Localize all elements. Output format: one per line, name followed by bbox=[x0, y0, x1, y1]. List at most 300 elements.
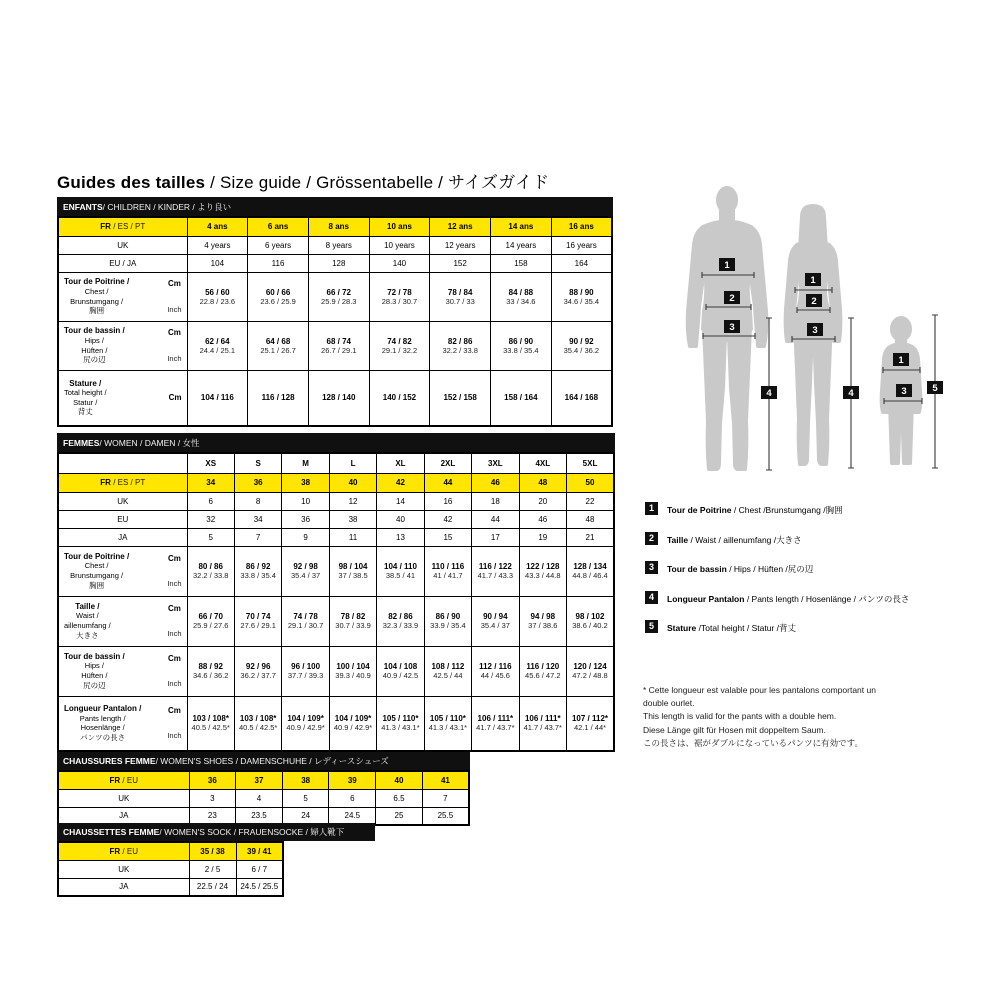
value-cm: 104 / 116 bbox=[200, 393, 234, 403]
value-inch: 37 / 38.6 bbox=[528, 621, 558, 630]
value-inch: 38.5 / 41 bbox=[385, 571, 416, 580]
table-row bbox=[58, 321, 612, 370]
row-label-bold: FR bbox=[100, 222, 111, 232]
value-cm: 116 / 128 bbox=[261, 393, 295, 403]
size-cell: 23.5 bbox=[236, 807, 283, 825]
size-cell: 11 bbox=[329, 528, 376, 546]
size-cell: 6.5 bbox=[376, 789, 423, 807]
measurement-label-line: 大きさ bbox=[76, 630, 99, 640]
value-cm: 128 / 140 bbox=[322, 393, 356, 403]
value-cm: 96 / 100 bbox=[291, 662, 321, 671]
marker-stature-child: 5 bbox=[932, 383, 938, 394]
value-inch: 37 / 38.5 bbox=[338, 571, 368, 580]
marker-hips-child: 3 bbox=[901, 386, 907, 397]
size-cell: 10 ans bbox=[369, 217, 430, 236]
size-column-header: L bbox=[329, 453, 376, 473]
measurement-label-line: Longueur Pantalon / bbox=[64, 704, 142, 714]
value-cm: 86 / 90 bbox=[435, 612, 461, 621]
measurement-cell bbox=[567, 546, 615, 596]
measurement-label bbox=[58, 370, 187, 426]
size-cell: 2 / 5 bbox=[189, 860, 236, 878]
size-cell: 6 / 7 bbox=[236, 860, 283, 878]
measurement-cell bbox=[424, 696, 471, 751]
value-cm: 90 / 92 bbox=[569, 336, 594, 346]
legend-label-rest: / Hips / Hüften /尻の辺 bbox=[726, 564, 814, 574]
value-inch: 42.5 / 44 bbox=[433, 671, 463, 680]
value-cm: 104 / 108 bbox=[383, 662, 418, 671]
table-row bbox=[58, 272, 612, 321]
unit-inch-label: Inch bbox=[167, 579, 182, 589]
value-inch: 35.4 / 37 bbox=[480, 621, 510, 630]
measurement-cell bbox=[377, 696, 424, 751]
value-inch: 30.7 / 33 bbox=[445, 296, 475, 306]
measurement-label-line: 尻の辺 bbox=[83, 680, 106, 690]
measurement-cell bbox=[234, 646, 281, 696]
value-cm: 92 / 98 bbox=[293, 562, 318, 571]
size-cell: 48 bbox=[567, 510, 615, 528]
size-cell: 24.5 bbox=[329, 807, 376, 825]
measurement-cell bbox=[308, 370, 369, 426]
measurement-label-line: Pants length / bbox=[79, 713, 126, 723]
value-inch: 42.1 / 44* bbox=[573, 723, 607, 733]
size-cell: 39 / 41 bbox=[236, 842, 283, 860]
size-cell: 16 years bbox=[551, 236, 612, 254]
size-cell: 15 bbox=[424, 528, 471, 546]
row-label bbox=[58, 473, 187, 492]
legend-label-fr: Tour de bassin bbox=[667, 564, 727, 574]
measurement-cell bbox=[308, 272, 369, 321]
value-inch: 29.1 / 30.7 bbox=[287, 621, 324, 630]
value-cm: 104 / 110 bbox=[384, 562, 417, 571]
unit-cm-label: Cm bbox=[167, 653, 181, 663]
value-cm: 70 / 74 bbox=[245, 612, 271, 621]
value-inch: 33.8 / 35.4 bbox=[240, 571, 276, 580]
measurement-cell bbox=[248, 370, 309, 426]
value-cm: 60 / 66 bbox=[265, 287, 291, 297]
table-header-bold: CHAUSSURES FEMME bbox=[63, 756, 156, 766]
size-cell: 44 bbox=[424, 473, 471, 492]
size-cell: 3 bbox=[189, 789, 236, 807]
measurement-label-line: 尻の辺 bbox=[83, 355, 106, 365]
marker-pants-length-woman: 4 bbox=[848, 388, 854, 399]
value-inch: 28.3 / 30.7 bbox=[381, 296, 418, 306]
value-inch: 41.3 / 43.1* bbox=[381, 723, 420, 733]
unit-cm-label: Cm bbox=[167, 553, 181, 563]
row-label bbox=[58, 217, 187, 236]
measurement-label-line: パンツの長さ bbox=[80, 732, 126, 742]
marker-chest-child: 1 bbox=[898, 355, 904, 366]
legend-label-rest: / Chest /Brunstumgang /胸囲 bbox=[731, 505, 843, 515]
unit-cm-label: Cm bbox=[168, 393, 182, 403]
measurement-cell bbox=[567, 596, 615, 646]
value-cm: 164 / 168 bbox=[564, 393, 599, 403]
measurement-cell bbox=[329, 546, 376, 596]
legend-label-fr: Stature bbox=[667, 623, 697, 633]
size-cell: 152 bbox=[430, 254, 491, 272]
size-cell: 158 bbox=[491, 254, 552, 272]
table-row bbox=[58, 546, 614, 596]
size-cell: 23 bbox=[189, 807, 236, 825]
measurement-label-line: 背丈 bbox=[77, 407, 93, 417]
size-cell: 16 ans bbox=[551, 217, 612, 236]
value-cm: 82 / 86 bbox=[388, 612, 413, 621]
value-inch: 44.8 / 46.4 bbox=[572, 571, 608, 580]
value-inch: 45.6 / 47.2 bbox=[525, 671, 561, 680]
value-inch: 32.2 / 33.8 bbox=[192, 571, 229, 580]
row-label bbox=[58, 771, 189, 789]
size-cell: 48 bbox=[519, 473, 566, 492]
size-cell: 44 bbox=[472, 510, 519, 528]
unit-inch-label: Inch bbox=[167, 679, 182, 689]
measurement-label-line: Tour de bassin / bbox=[64, 651, 125, 661]
value-cm: 122 / 128 bbox=[526, 562, 560, 571]
size-cell: 4 ans bbox=[187, 217, 248, 236]
size-cell: 4 years bbox=[187, 236, 248, 254]
value-inch: 22.8 / 23.6 bbox=[199, 296, 236, 306]
measurement-cell bbox=[282, 646, 329, 696]
measurement-cell bbox=[187, 546, 234, 596]
legend-label-rest: / Waist / aillenumfang /大きさ bbox=[688, 534, 802, 545]
size-column-header: 2XL bbox=[424, 453, 471, 473]
row-label: JA bbox=[58, 807, 189, 825]
measurement-cell bbox=[234, 596, 281, 646]
measurement-cell bbox=[377, 646, 424, 696]
measurement-cell bbox=[187, 696, 234, 751]
legend-badge-2: 2 bbox=[645, 532, 658, 545]
legend-item-hips bbox=[645, 561, 980, 575]
size-cell: 7 bbox=[422, 789, 469, 807]
size-cell: 42 bbox=[377, 473, 424, 492]
measurement-cell bbox=[234, 546, 281, 596]
size-cell: 12 bbox=[329, 492, 376, 510]
measurement-cell bbox=[519, 696, 566, 751]
measurement-cell bbox=[282, 596, 329, 646]
value-cm: 56 / 60 bbox=[205, 287, 230, 297]
table-header-rest: / WOMEN'S SHOES / DAMENSCHUHE / レディースシューズ bbox=[155, 756, 389, 766]
size-cell: 140 bbox=[369, 254, 430, 272]
title-rest: / Size guide / Grössentabelle / サイズガイド bbox=[205, 173, 550, 192]
size-cell: 40 bbox=[377, 510, 424, 528]
marker-waist-man: 2 bbox=[729, 293, 735, 304]
marker-hips-woman: 3 bbox=[812, 325, 818, 336]
measurement-cell bbox=[567, 696, 615, 751]
value-inch: 33.8 / 35.4 bbox=[503, 345, 539, 355]
unit-inch-label: Inch bbox=[167, 304, 182, 314]
value-cm: 107 / 112* bbox=[571, 714, 609, 724]
measurement-label-line: Tour de Poitrine / bbox=[64, 551, 130, 561]
size-cell: 116 bbox=[248, 254, 309, 272]
value-cm: 105 / 110* bbox=[429, 714, 466, 724]
table-header-rest: / CHILDREN / KINDER / より良い bbox=[102, 201, 232, 212]
row-label-bold: FR bbox=[109, 775, 121, 785]
children-size-table bbox=[57, 197, 613, 427]
table-row bbox=[58, 771, 469, 789]
size-cell: 12 ans bbox=[430, 217, 491, 236]
table-header-bold: FEMMES bbox=[63, 437, 100, 448]
measurement-label-line: Brunstumgang / bbox=[70, 571, 124, 580]
table-header-bar bbox=[57, 823, 375, 841]
size-cell: 36 bbox=[234, 473, 281, 492]
size-cell: 35 / 38 bbox=[189, 842, 236, 860]
measurement-cell bbox=[248, 272, 309, 321]
measurement-cell bbox=[377, 546, 424, 596]
measurement-label-line: Chest / bbox=[84, 286, 109, 296]
size-cell: 9 bbox=[282, 528, 329, 546]
value-inch: 40.9 / 42.9* bbox=[333, 723, 373, 733]
page-title bbox=[57, 168, 549, 193]
size-cell: 50 bbox=[567, 473, 615, 492]
marker-chest-woman: 1 bbox=[810, 275, 816, 286]
value-inch: 41.7 / 43.3 bbox=[477, 571, 514, 580]
size-cell: 14 ans bbox=[491, 217, 552, 236]
measurement-cell bbox=[519, 596, 566, 646]
measurement-cell bbox=[329, 696, 376, 751]
value-cm: 74 / 82 bbox=[387, 336, 412, 346]
footnote-line: この長さは、裾がダブルになっているパンツに有効です。 bbox=[643, 737, 863, 748]
size-column-header: 4XL bbox=[519, 453, 566, 473]
measurement-cell bbox=[519, 546, 566, 596]
value-cm: 106 / 111* bbox=[524, 714, 561, 724]
table-row bbox=[58, 596, 614, 646]
measurement-cell bbox=[187, 321, 248, 370]
table-row bbox=[58, 860, 283, 878]
value-cm: 86 / 90 bbox=[508, 336, 534, 346]
value-inch: 25.9 / 28.3 bbox=[321, 296, 357, 306]
size-cell: 8 years bbox=[308, 236, 369, 254]
value-inch: 40.5 / 42.5* bbox=[191, 723, 230, 733]
value-cm: 74 / 78 bbox=[293, 612, 318, 621]
size-cell: 19 bbox=[519, 528, 566, 546]
value-inch: 36.2 / 37.7 bbox=[240, 671, 276, 680]
size-column-header: XS bbox=[187, 453, 234, 473]
measurement-cell bbox=[282, 546, 329, 596]
row-label: JA bbox=[58, 878, 189, 896]
legend-badge-4: 4 bbox=[645, 591, 658, 604]
value-inch: 38.6 / 40.2 bbox=[572, 621, 608, 630]
value-inch: 24.4 / 25.1 bbox=[199, 345, 236, 355]
body-measurement-figure bbox=[645, 183, 965, 483]
value-inch: 32.2 / 33.8 bbox=[442, 345, 478, 355]
size-cell: 34 bbox=[234, 510, 281, 528]
measurement-legend bbox=[645, 502, 980, 650]
measurement-cell bbox=[234, 696, 281, 751]
size-cell: 21 bbox=[567, 528, 615, 546]
row-label: UK bbox=[58, 492, 187, 510]
size-cell: 8 ans bbox=[308, 217, 369, 236]
value-inch: 41.3 / 43.1* bbox=[428, 723, 468, 733]
value-inch: 25.1 / 26.7 bbox=[260, 345, 296, 355]
women-shoes-table bbox=[57, 752, 470, 826]
size-cell: 5 bbox=[187, 528, 234, 546]
size-cell: 46 bbox=[472, 473, 519, 492]
measurement-label-line: 胸囲 bbox=[89, 306, 105, 316]
table-header-bold: ENFANTS bbox=[63, 201, 103, 212]
size-cell: 22 bbox=[567, 492, 615, 510]
table-header-bar bbox=[57, 752, 470, 770]
row-label-rest: / EU bbox=[120, 775, 138, 785]
value-cm: 112 / 116 bbox=[479, 662, 512, 671]
value-cm: 78 / 84 bbox=[447, 287, 473, 297]
size-cell: 24 bbox=[282, 807, 329, 825]
value-cm: 110 / 116 bbox=[431, 562, 465, 571]
value-cm: 66 / 72 bbox=[326, 287, 351, 297]
size-cell: 16 bbox=[424, 492, 471, 510]
value-inch: 25.9 / 27.6 bbox=[192, 621, 229, 630]
legend-item-stature bbox=[645, 620, 980, 634]
value-cm: 88 / 90 bbox=[569, 287, 594, 297]
size-table bbox=[57, 770, 470, 826]
size-cell: 12 years bbox=[430, 236, 491, 254]
unit-cm-label: Cm bbox=[167, 603, 181, 613]
size-cell: 38 bbox=[329, 510, 376, 528]
value-cm: 94 / 98 bbox=[530, 612, 556, 621]
measurement-cell bbox=[551, 370, 612, 426]
measurement-label-line: Statur / bbox=[73, 397, 98, 407]
unit-cm-label: Cm bbox=[167, 279, 181, 289]
unit-cm-label: Cm bbox=[167, 706, 181, 716]
value-cm: 140 / 152 bbox=[382, 393, 417, 403]
size-cell: 164 bbox=[551, 254, 612, 272]
value-cm: 108 / 112 bbox=[431, 662, 465, 671]
value-inch: 30.7 / 33.9 bbox=[335, 621, 371, 630]
value-inch: 35.4 / 37 bbox=[290, 571, 321, 580]
value-inch: 41 / 41.7 bbox=[433, 571, 463, 580]
value-inch: 26.7 / 29.1 bbox=[321, 345, 357, 355]
measurement-label bbox=[58, 272, 187, 321]
size-cell: 7 bbox=[234, 528, 281, 546]
measurement-cell bbox=[329, 596, 376, 646]
value-cm: 72 / 78 bbox=[387, 287, 412, 297]
marker-waist-woman: 2 bbox=[811, 296, 817, 307]
size-cell: 6 bbox=[187, 492, 234, 510]
size-cell: 34 bbox=[187, 473, 234, 492]
value-inch: 39.3 / 40.9 bbox=[335, 671, 371, 680]
measurement-label bbox=[58, 696, 187, 751]
table-row bbox=[58, 217, 612, 236]
measurement-cell bbox=[551, 321, 612, 370]
size-cell: 20 bbox=[519, 492, 566, 510]
value-inch: 29.1 / 32.2 bbox=[381, 345, 418, 355]
size-cell: 36 bbox=[189, 771, 236, 789]
table-header-bar bbox=[57, 197, 613, 216]
table-row bbox=[58, 236, 612, 254]
size-table bbox=[57, 452, 615, 752]
marker-hips-man: 3 bbox=[729, 322, 735, 333]
value-cm: 100 / 104 bbox=[336, 662, 370, 671]
value-cm: 84 / 88 bbox=[508, 287, 534, 297]
size-cell: 6 ans bbox=[248, 217, 309, 236]
table-row bbox=[58, 510, 614, 528]
size-cell: 38 bbox=[282, 771, 329, 789]
size-cell: 41 bbox=[422, 771, 469, 789]
size-cell: 10 years bbox=[369, 236, 430, 254]
measurement-label-line: Hips / bbox=[84, 661, 104, 671]
size-cell: 25.5 bbox=[422, 807, 469, 825]
measurement-cell bbox=[472, 546, 519, 596]
measurement-cell bbox=[248, 321, 309, 370]
size-cell: 6 years bbox=[248, 236, 309, 254]
measurement-cell bbox=[187, 646, 234, 696]
measurement-cell bbox=[430, 321, 491, 370]
footnote-line: Diese Länge gilt für Hosen mit doppeltem Saum. bbox=[643, 724, 826, 735]
measurement-cell bbox=[187, 370, 248, 426]
row-label-bold: FR bbox=[109, 846, 121, 856]
measurement-cell bbox=[491, 321, 552, 370]
table-row bbox=[58, 492, 614, 510]
measurement-cell bbox=[187, 272, 248, 321]
value-cm: 103 / 108* bbox=[239, 714, 277, 724]
value-cm: 82 / 86 bbox=[447, 336, 473, 346]
size-cell: 25 bbox=[376, 807, 423, 825]
size-table bbox=[57, 841, 284, 897]
unit-inch-label: Inch bbox=[167, 731, 182, 741]
table-row bbox=[58, 528, 614, 546]
row-label: UK bbox=[58, 860, 189, 878]
value-inch: 33 / 34.6 bbox=[506, 296, 536, 306]
size-cell: 46 bbox=[519, 510, 566, 528]
table-row bbox=[58, 370, 612, 426]
value-inch: 41.7 / 43.7* bbox=[523, 723, 562, 733]
table-header-bar bbox=[57, 433, 615, 452]
measurement-cell bbox=[424, 646, 471, 696]
measurement-cell bbox=[519, 646, 566, 696]
size-cell: 5 bbox=[282, 789, 329, 807]
measurement-label-line: Waist / bbox=[76, 611, 99, 621]
size-cell: 22.5 / 24 bbox=[189, 878, 236, 896]
row-label-rest: / ES / PT bbox=[110, 222, 146, 232]
value-inch: 37.7 / 39.3 bbox=[287, 671, 324, 680]
size-cell: 8 bbox=[234, 492, 281, 510]
measurement-label-line: Tour de Poitrine / bbox=[64, 277, 130, 287]
marker-chest-man: 1 bbox=[724, 260, 730, 271]
row-label: UK bbox=[58, 236, 187, 254]
size-table bbox=[57, 216, 613, 427]
value-cm: 88 / 92 bbox=[198, 662, 223, 671]
table-header-bold: CHAUSSETTES FEMME bbox=[63, 827, 160, 837]
size-cell: 4 bbox=[236, 789, 283, 807]
row-label: EU bbox=[58, 510, 187, 528]
value-inch: 40.9 / 42.5 bbox=[382, 671, 419, 680]
value-inch: 44 / 45.6 bbox=[480, 671, 510, 680]
value-inch: 34.6 / 35.4 bbox=[563, 296, 600, 306]
measurement-label-line: aillenumfang / bbox=[64, 621, 111, 630]
measurement-cell bbox=[369, 321, 430, 370]
legend-item-waist bbox=[645, 532, 980, 546]
size-cell: 40 bbox=[329, 473, 376, 492]
table-row bbox=[58, 254, 612, 272]
measurement-cell bbox=[472, 646, 519, 696]
legend-label-rest: / Pants length / Hosenlänge / パンツの長さ bbox=[744, 593, 910, 604]
measurement-cell bbox=[491, 272, 552, 321]
value-inch: 27.6 / 29.1 bbox=[240, 621, 276, 630]
size-cell: 39 bbox=[329, 771, 376, 789]
legend-badge-3: 3 bbox=[645, 561, 658, 574]
measurement-label bbox=[58, 596, 187, 646]
value-cm: 104 / 109* bbox=[287, 714, 324, 724]
row-label: UK bbox=[58, 789, 189, 807]
value-cm: 62 / 64 bbox=[205, 336, 230, 346]
measurement-label-line: Hips / bbox=[84, 335, 104, 345]
value-cm: 104 / 109* bbox=[334, 714, 372, 724]
legend-badge-5: 5 bbox=[645, 620, 658, 633]
value-cm: 64 / 68 bbox=[265, 336, 291, 346]
measurement-cell bbox=[424, 596, 471, 646]
measurement-cell bbox=[472, 696, 519, 751]
size-cell: 40 bbox=[376, 771, 423, 789]
measurement-label bbox=[58, 646, 187, 696]
table-row bbox=[58, 473, 614, 492]
size-column-header: S bbox=[234, 453, 281, 473]
